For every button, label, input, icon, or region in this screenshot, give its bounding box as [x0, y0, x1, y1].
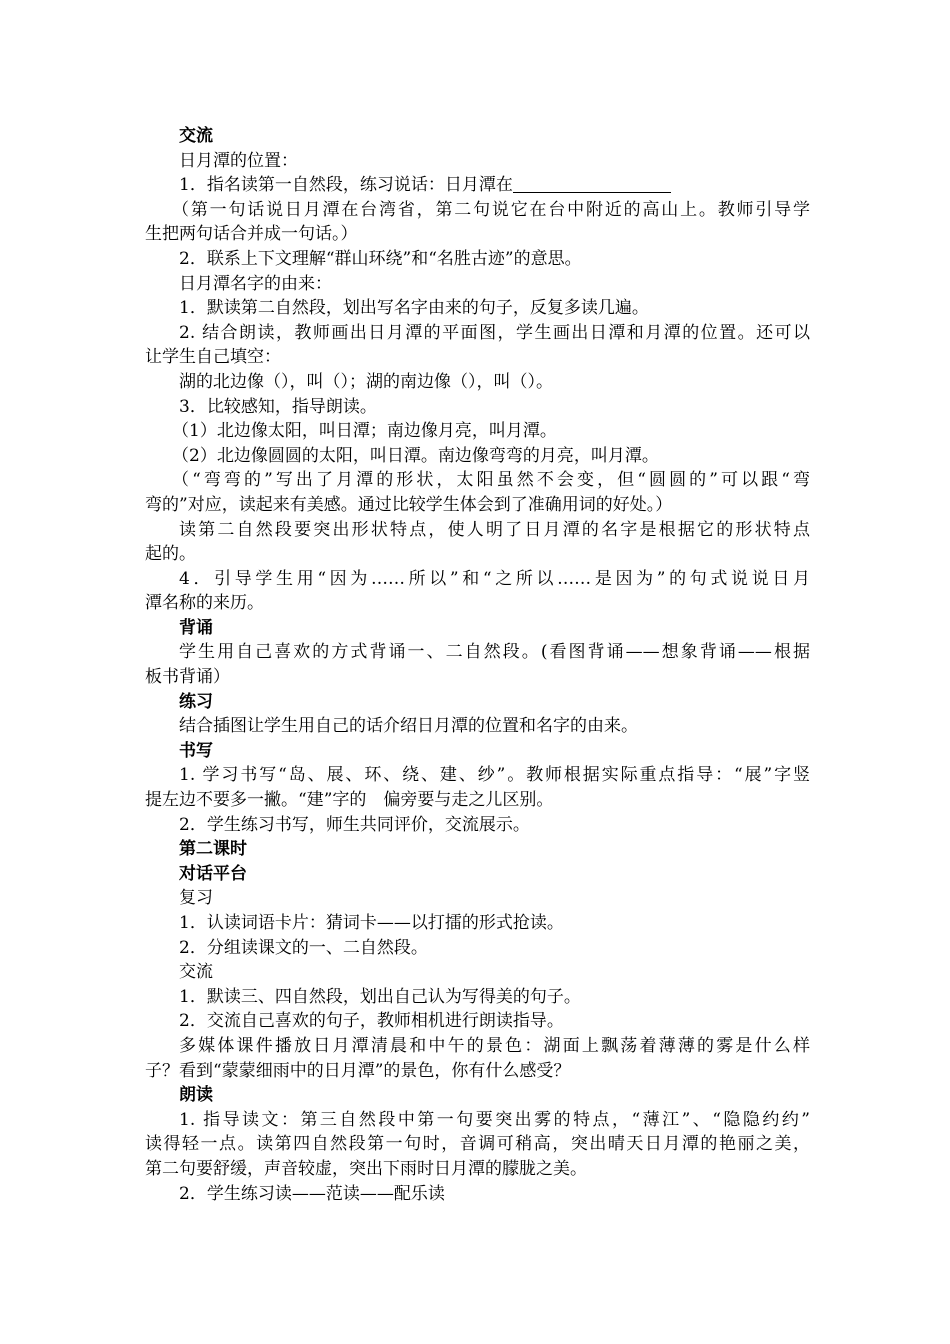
paragraph-line: 1．默读第二自然段，划出写名字由来的句子，反复多读几遍。 [179, 298, 649, 319]
paragraph-line: 1．认读词语卡片：猜词卡——以打擂的形式抢读。 [179, 913, 564, 933]
paragraph-line: 起的。 [145, 544, 196, 565]
paragraph-line: 弯的”对应，读起来有美感。通过比较学生体会到了准确用词的好处。） [145, 494, 673, 515]
paragraph-line: 让学生自己填空： [145, 347, 281, 368]
paragraph-line [145, 173, 810, 198]
paragraph-line: 1. 学习书写“岛、展、环、绕、建、纱”。教师根据实际重点指导：“展”字竖 [179, 765, 810, 786]
document-page [145, 124, 810, 1206]
paragraph-line: 4．引导学生用“因为……所以”和“之所以……是因为”的句式说说日月 [179, 568, 810, 589]
paragraph-line: 生把两句话合并成一句话。） [145, 224, 358, 245]
section-heading-jiaoliu: 交流 [179, 126, 213, 146]
paragraph-line: （1）北边像太阳，叫日潭；南边像月亮，叫月潭。 [172, 421, 557, 442]
paragraph-line: （第一句话说日月潭在台湾省，第二句说它在台中附近的高山上。教师引导学 [172, 199, 810, 220]
paragraph-line: 湖的北边像（），叫（）；湖的南边像（），叫（）。 [179, 371, 553, 392]
paragraph-line: 2．分组读课文的一、二自然段。 [179, 937, 428, 958]
paragraph-line: 2．学生练习读——范读——配乐读 [179, 1183, 445, 1204]
section-heading-shuxie: 书写 [179, 740, 213, 761]
section-heading-beisong: 背诵 [179, 617, 213, 638]
paragraph-line: 2．交流自己喜欢的句子，教师相机进行朗读指导。 [179, 1011, 564, 1032]
section-heading-langdu: 朗读 [179, 1085, 213, 1106]
section-heading-lianxi: 练习 [179, 691, 213, 712]
paragraph-line: 多媒体课件播放日月潭清晨和中午的景色：湖面上飘荡着薄薄的雾是什么样 [179, 1035, 810, 1056]
paragraph-line: 2．联系上下文理解“群山环绕”和“名胜古迹”的意思。 [179, 248, 582, 269]
section-heading-dialogue-platform: 对话平台 [179, 863, 247, 884]
paragraph-line: 日月潭的位置： [179, 150, 298, 171]
paragraph-line: 学生用自己喜欢的方式背诵一、二自然段。(看图背诵——想象背诵——根据 [179, 642, 810, 663]
section-heading-second-lesson: 第二课时 [179, 839, 247, 860]
paragraph-line: 2. 结合朗读，教师画出日月潭的平面图，学生画出日潭和月潭的位置。还可以 [179, 322, 810, 343]
subheading-exchange: 交流 [179, 962, 213, 983]
paragraph-line: （“弯弯的”写出了月潭的形状，太阳虽然不会变，但“圆圆的”可以跟“弯 [172, 470, 810, 491]
paragraph-line: 读得轻一点。读第四自然段第一句时，音调可稍高，突出晴天日月潭的艳丽之美， [145, 1134, 810, 1155]
question-text: 1．指名读第一自然段，练习说话：日月潭在 [179, 175, 513, 196]
paragraph-line: 读第二自然段要突出形状特点，使人明了日月潭的名字是根据它的形状特点 [179, 519, 810, 540]
paragraph-line: 1. 指导读文：第三自然段中第一句要突出雾的特点，“薄江”、“隐隐约约” [179, 1109, 810, 1130]
paragraph-line: 第二句要舒缓，声音较虚，突出下雨时日月潭的朦胧之美。 [145, 1158, 587, 1179]
paragraph-line: 提左边不要多一撇。“建”字的 偏旁要与走之儿区别。 [145, 790, 554, 811]
fill-in-blank [513, 174, 671, 193]
paragraph-line: 板书背诵） [145, 667, 230, 688]
paragraph-line: 潭名称的来历。 [145, 593, 264, 614]
subheading-review: 复习 [179, 888, 213, 909]
paragraph-line: 2．学生练习书写，师生共同评价，交流展示。 [179, 814, 530, 835]
paragraph-line: 1．默读三、四自然段，划出自己认为写得美的句子。 [179, 986, 581, 1007]
paragraph-line: 3．比较感知，指导朗读。 [179, 396, 377, 417]
paragraph-line: 日月潭名字的由来： [179, 273, 332, 294]
paragraph-line: （2）北边像圆圆的太阳，叫日潭。南边像弯弯的月亮，叫月潭。 [172, 445, 659, 466]
paragraph-line: 结合插图让学生用自己的话介绍日月潭的位置和名字的由来。 [179, 716, 638, 737]
paragraph-line: 子？看到“蒙蒙细雨中的日月潭”的景色，你有什么感受？ [145, 1060, 571, 1081]
